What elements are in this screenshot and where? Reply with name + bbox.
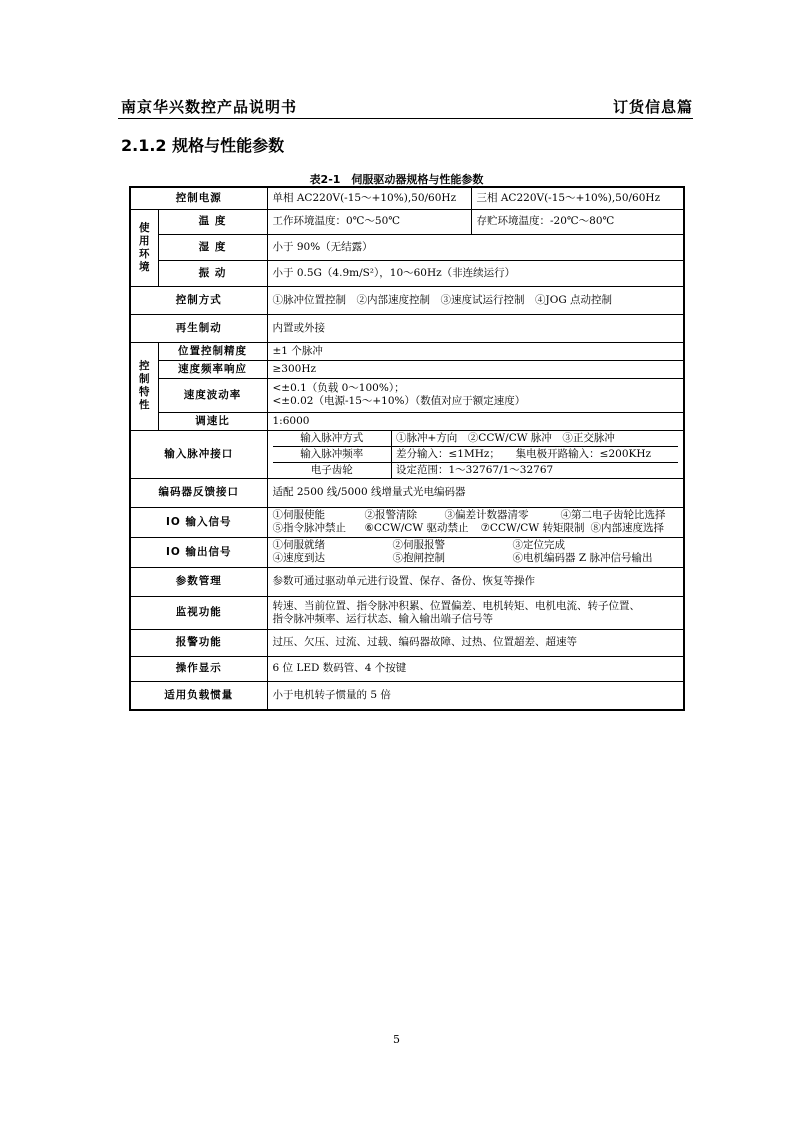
temperature-label: 温 度 [158,209,267,234]
io-input-value: ①伺服使能 ②报警清除 ③偏差计数器清零 ④第二电子齿轮比选择 ⑤指令脉冲禁止 ⑥CCW/CW 驱动禁止 ⑦CCW/CW 转矩限制 ⑧内部速度选择 [267,507,684,537]
control-power-three: 三相 AC220V(-15～+10%),50/60Hz [471,187,684,209]
speed-response-label: 速度频率响应 [158,360,267,378]
row-alarm [130,629,684,656]
io-input-label: IO 输入信号 [130,507,267,537]
speed-ratio-label: 调速比 [158,412,267,430]
encoder-value: 适配 2500 线/5000 线增量式光电编码器 [267,478,684,507]
speed-response-value: ≥300Hz [267,360,684,378]
encoder-label: 编码器反馈接口 [130,478,267,507]
position-accuracy-label: 位置控制精度 [158,342,267,360]
row-control-power [130,187,684,209]
row-encoder [130,478,684,507]
row-io-output [130,537,684,567]
spec-table [129,186,685,711]
monitor-value: 转速、当前位置、指令脉冲积累、位置偏差、电机转矩、电机电流、转子位置、 指令脉冲频率、运行状态、输入输出端子信号等 [267,596,684,629]
pulse-mode-label: 输入脉冲方式 [273,431,392,447]
row-io-input [130,507,684,537]
pulse-input-label: 输入脉冲接口 [130,430,267,478]
pulse-input-detail [267,430,684,478]
row-temperature [130,209,684,234]
row-vibration [130,260,684,286]
control-group-label: 控 制 特 性 [130,342,158,430]
speed-fluctuation-label: 速度波动率 [158,378,267,412]
speed-ratio-value: 1:6000 [267,412,684,430]
vibration-label: 振 动 [158,260,267,286]
header-rule [118,118,693,119]
row-pulse-input [130,430,684,478]
alarm-label: 报警功能 [130,629,267,656]
param-mgmt-label: 参数管理 [130,567,267,596]
position-accuracy-value: ±1 个脉冲 [267,342,684,360]
row-position-accuracy [130,342,684,360]
display-label: 操作显示 [130,656,267,681]
electronic-gear-value: 设定范围：1～32767/1～32767 [396,463,554,476]
row-speed-fluctuation [130,378,684,412]
load-inertia-value: 小于电机转子惯量的 5 倍 [267,681,684,710]
load-inertia-label: 适用负载惯量 [130,681,267,710]
row-speed-response [130,360,684,378]
row-load-inertia [130,681,684,710]
env-group-label: 使 用 环 境 [130,209,158,286]
row-param-mgmt [130,567,684,596]
table-caption: 表2-1 伺服驱动器规格与性能参数 [309,173,484,186]
temperature-storage: 存贮环境温度：-20℃～80℃ [471,209,684,234]
row-monitor [130,596,684,629]
section-title: 2.1.2 规格与性能参数 [121,136,285,155]
humidity-label: 湿 度 [158,234,267,260]
speed-fluctuation-value: <±0.1（负载 0～100%）； <±0.02（电源-15～+10%）（数值对应于额定速度） [267,378,684,412]
control-mode-value: ①脉冲位置控制 ②内部速度控制 ③速度试运行控制 ④JOG 点动控制 [267,286,684,314]
electronic-gear-label: 电子齿轮 [273,462,392,478]
row-humidity [130,234,684,260]
alarm-value: 过压、欠压、过流、过载、编码器故障、过热、位置超差、超速等 [267,629,684,656]
io-output-value: ①伺服就绪 ②伺服报警 ③定位完成 ④速度到达 ⑤抱闸控制 ⑥电机编码器 Z 脉冲信号输出 [267,537,684,567]
pulse-mode-value: ①脉冲+方向 ②CCW/CW 脉冲 ③正交脉冲 [392,431,679,447]
regen-brake-value: 内置或外接 [267,314,684,342]
monitor-label: 监视功能 [130,596,267,629]
display-value: 6 位 LED 数码管、4 个按键 [267,656,684,681]
row-display [130,656,684,681]
pulse-freq-label: 输入脉冲频率 [273,446,392,462]
row-speed-ratio [130,412,684,430]
pulse-freq-value: 差分输入：≤1MHz； 集电极开路输入：≤200KHz [392,446,679,462]
header-chapter-title: 订货信息篇 [612,98,693,116]
control-mode-label: 控制方式 [130,286,267,314]
param-mgmt-value: 参数可通过驱动单元进行设置、保存、备份、恢复等操作 [267,567,684,596]
regen-brake-label: 再生制动 [130,314,267,342]
vibration-value: 小于 0.5G（4.9m/S²），10～60Hz（非连续运行） [267,260,684,286]
header-document-title: 南京华兴数控产品说明书 [121,98,298,116]
control-power-label: 控制电源 [130,187,267,209]
io-output-label: IO 输出信号 [130,537,267,567]
row-regen-brake [130,314,684,342]
temperature-work: 工作环境温度：0℃～50℃ [267,209,471,234]
control-power-single: 单相 AC220V(-15～+10%),50/60Hz [267,187,471,209]
humidity-value: 小于 90%（无结露） [267,234,684,260]
page-number: 5 [393,1033,400,1046]
row-control-mode [130,286,684,314]
